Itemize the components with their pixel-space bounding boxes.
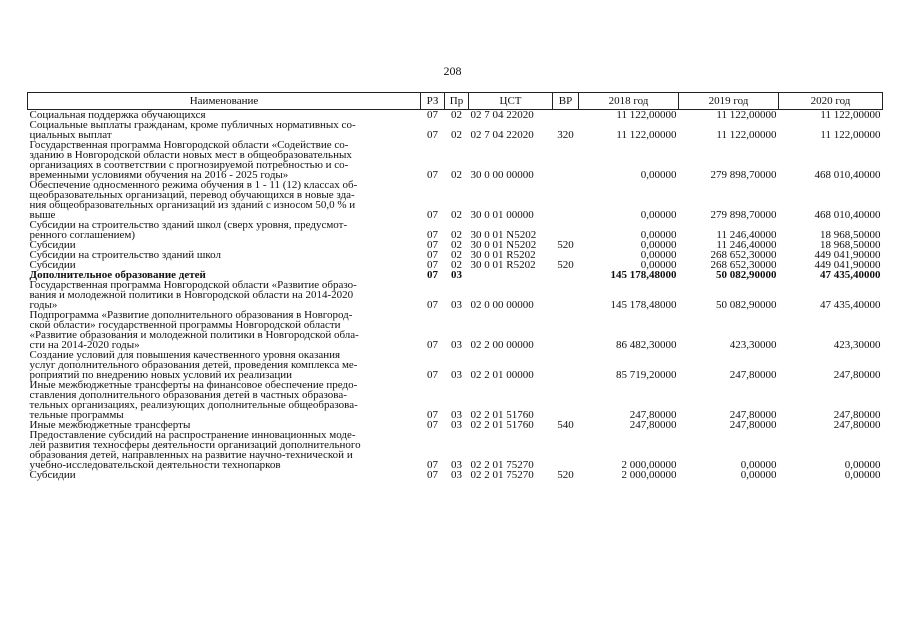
row-name-line: образования детей, направленных на развитие научно-технической и (29, 449, 353, 461)
row-name-line: Предоставление субсидий на распространение инновационных моде- (29, 429, 356, 441)
row-name-line: щеобразовательных организаций, перевод обучающихся в новые зда- (29, 189, 355, 201)
row-value-2020: 423,30000 (833, 339, 881, 351)
row-cst: 30 0 01 N5202 (470, 239, 537, 251)
row-value-2019: 247,80000 (729, 419, 777, 431)
row-rz: 07 (427, 129, 438, 141)
row-cst: 02 2 01 51760 (470, 409, 534, 421)
page-number: 208 (443, 64, 462, 78)
row-vr (553, 380, 579, 420)
row-vr (553, 310, 579, 350)
row-value-2018: 247,80000 (629, 409, 677, 421)
row-name-line: годы» (29, 299, 58, 311)
table-row (28, 280, 883, 310)
row-pr: 02 (451, 229, 462, 241)
row-value-2018: 85 719,20000 (616, 369, 677, 381)
row-pr: 02 (451, 129, 462, 141)
row-rz: 07 (427, 239, 438, 251)
row-name (28, 140, 421, 180)
table-row (28, 120, 883, 140)
row-value-2018: 86 482,30000 (616, 339, 677, 351)
row-name-line: Субсидии на строительство зданий школ (29, 249, 222, 261)
row-cst: 02 2 01 75270 (470, 459, 534, 471)
row-vr (553, 140, 579, 180)
row-cst (469, 270, 553, 280)
table-row (28, 470, 883, 480)
row-name-line: сти на 2014-2020 годы» (29, 339, 140, 351)
row-value-2018: 2 000,00000 (621, 459, 677, 471)
row-value-2019: 0,00000 (740, 459, 777, 471)
row-pr: 03 (451, 409, 462, 421)
row-value-2019: 50 082,90000 (716, 269, 777, 281)
header-pr: Пр (445, 93, 469, 110)
table-row (28, 430, 883, 470)
row-pr: 03 (451, 459, 462, 471)
row-value-2019: 247,80000 (729, 369, 777, 381)
header-2018: 2018 год (579, 93, 679, 110)
row-value-2019: 268 652,30000 (710, 259, 777, 271)
table-row (28, 310, 883, 350)
row-name-line: Субсидии на строительство зданий школ (сверх уровня, предусмот- (29, 219, 348, 231)
row-value-2019: 0,00000 (740, 469, 777, 481)
row-vr: 520 (557, 239, 574, 251)
row-name-line: организациях в соответствии с прогнозируемой потребностью и со- (29, 159, 349, 171)
row-name (28, 310, 421, 350)
row-value-2018: 11 122,00000 (616, 109, 677, 121)
row-value-2020: 11 122,00000 (820, 109, 881, 121)
table-row (28, 180, 883, 220)
row-rz: 07 (427, 249, 438, 261)
header-rz: РЗ (421, 93, 445, 110)
row-pr: 02 (451, 249, 462, 261)
row-value-2019: 11 246,40000 (716, 239, 777, 251)
row-rz: 07 (427, 469, 438, 481)
row-rz: 07 (427, 209, 438, 221)
row-name-line: вания и молодежной политики в Новгородской области на 2014-2020 (29, 289, 354, 301)
row-name-line: ставления дополнительного образования детей в частных образова- (29, 389, 347, 401)
table-row (28, 220, 883, 240)
row-name-line: Субсидии (29, 259, 76, 271)
row-value-2019: 11 122,00000 (716, 129, 777, 141)
row-value-2020: 247,80000 (833, 369, 881, 381)
row-name-line: Иные межбюджетные трансферты на финансовое обеспечение предо- (29, 379, 358, 391)
row-rz: 07 (427, 419, 438, 431)
row-value-2018: 0,00000 (640, 259, 677, 271)
row-cst: 02 7 04 22020 (470, 129, 534, 141)
row-cst: 30 0 01 N5202 (470, 229, 537, 241)
row-vr (553, 350, 579, 380)
row-vr: 520 (557, 259, 574, 271)
row-name (28, 220, 421, 240)
row-name (28, 180, 421, 220)
row-vr: 540 (557, 419, 574, 431)
row-name-line: тельные программы (29, 409, 124, 421)
row-value-2020: 0,00000 (844, 459, 881, 471)
row-value-2019: 279 898,70000 (710, 169, 777, 181)
row-value-2020: 11 122,00000 (820, 129, 881, 141)
row-vr (553, 270, 579, 280)
row-vr (553, 180, 579, 220)
row-pr: 02 (451, 239, 462, 251)
table-body (28, 110, 883, 481)
row-name (28, 380, 421, 420)
row-value-2019: 50 082,90000 (716, 299, 777, 311)
row-name-line: Социальная поддержка обучающихся (29, 109, 206, 121)
row-name-line: услуг дополнительного образования детей, проведения комплекса ме- (29, 359, 358, 371)
row-name-line: роприятий по внедрению новых условий их реализации (29, 369, 293, 381)
row-name-line: Иные межбюджетные трансферты (29, 419, 191, 431)
row-rz: 07 (427, 299, 438, 311)
row-vr (553, 110, 579, 121)
row-name (28, 250, 421, 260)
budget-table (27, 92, 883, 480)
row-value-2019: 423,30000 (729, 339, 777, 351)
row-cst: 02 2 01 75270 (470, 469, 534, 481)
row-value-2018: 145 178,48000 (610, 269, 677, 281)
row-cst: 02 2 01 51760 (470, 419, 534, 431)
header-row (28, 93, 883, 110)
row-name-line: ской области» государственной программы Новгородской области (29, 319, 341, 331)
row-value-2020: 18 968,50000 (820, 239, 881, 251)
row-rz: 07 (427, 459, 438, 471)
row-name-line: Социальные выплаты гражданам, кроме публичных нормативных со- (29, 119, 356, 131)
row-value-2019: 268 652,30000 (710, 249, 777, 261)
row-value-2020: 47 435,40000 (820, 299, 881, 311)
header-2019: 2019 год (679, 93, 779, 110)
row-cst: 30 0 01 R5202 (470, 249, 536, 261)
row-name (28, 350, 421, 380)
row-name-line: Создание условий для повышения качественного уровня оказания (29, 349, 341, 361)
table-row (28, 350, 883, 380)
row-name-line: тельных организациях, реализующих дополнительные общеобразова- (29, 399, 358, 411)
row-value-2018: 0,00000 (640, 229, 677, 241)
row-value-2020: 449 041,90000 (814, 259, 881, 271)
row-value-2018: 0,00000 (640, 209, 677, 221)
row-pr: 03 (451, 419, 462, 431)
row-pr: 03 (451, 339, 462, 351)
row-value-2018: 0,00000 (640, 249, 677, 261)
row-value-2018: 247,80000 (629, 419, 677, 431)
row-value-2018: 2 000,00000 (621, 469, 677, 481)
row-value-2020: 468 010,40000 (814, 169, 881, 181)
row-value-2018: 0,00000 (640, 239, 677, 251)
row-value-2019: 279 898,70000 (710, 209, 777, 221)
row-rz: 07 (427, 269, 438, 281)
row-name-line: Дополнительное образование детей (29, 269, 206, 281)
row-cst: 02 2 01 00000 (470, 369, 534, 381)
row-name-line: выше (29, 209, 56, 221)
row-name (28, 470, 421, 480)
row-name (28, 280, 421, 310)
row-value-2018: 0,00000 (640, 169, 677, 181)
row-name-line: ния общеобразовательных организаций из зданий с износом 50,0 % и (29, 199, 356, 211)
row-name-line: Субсидии (29, 469, 76, 481)
row-vr (553, 220, 579, 240)
row-name-line: «Развитие образования и молодежной политики в Новгородской обла- (29, 329, 359, 341)
row-value-2020: 47 435,40000 (820, 269, 881, 281)
row-name (28, 430, 421, 470)
row-value-2020: 449 041,90000 (814, 249, 881, 261)
row-value-2020: 247,80000 (833, 419, 881, 431)
header-cst: ЦСТ (469, 93, 553, 110)
row-name-line: Подпрограмма «Развитие дополнительного образования в Новгород- (29, 309, 353, 321)
row-rz: 07 (427, 369, 438, 381)
row-value-2020: 0,00000 (844, 469, 881, 481)
row-pr: 02 (451, 169, 462, 181)
table-row (28, 140, 883, 180)
row-value-2019: 247,80000 (729, 409, 777, 421)
row-value-2020: 468 010,40000 (814, 209, 881, 221)
row-rz: 07 (427, 339, 438, 351)
row-cst: 30 0 01 R5202 (470, 259, 536, 271)
row-pr: 02 (451, 109, 462, 121)
row-pr: 03 (451, 299, 462, 311)
row-name-line: лей развития техносферы деятельности организаций дополнительного (29, 439, 361, 451)
table-row (28, 380, 883, 420)
row-vr: 320 (557, 129, 574, 141)
row-name-line: зданию в Новгородской области новых мест в общеобразовательных (29, 149, 352, 161)
row-name-line: Государственная программа Новгородской области «Содействие со- (29, 139, 349, 151)
row-pr: 03 (451, 269, 462, 281)
row-value-2019: 11 246,40000 (716, 229, 777, 241)
header-2020: 2020 год (779, 93, 883, 110)
row-pr: 03 (451, 369, 462, 381)
row-pr: 02 (451, 209, 462, 221)
row-cst: 30 0 00 00000 (470, 169, 534, 181)
row-name-line: Государственная программа Новгородской области «Развитие образо- (29, 279, 357, 291)
row-pr: 02 (451, 259, 462, 271)
row-pr: 03 (451, 469, 462, 481)
row-value-2020: 18 968,50000 (820, 229, 881, 241)
row-name-line: учебно-исследовательской деятельности технопарков (29, 459, 281, 471)
row-value-2018: 145 178,48000 (610, 299, 677, 311)
row-vr (553, 280, 579, 310)
row-cst: 02 2 00 00000 (470, 339, 534, 351)
row-vr: 520 (557, 469, 574, 481)
row-value-2018: 11 122,00000 (616, 129, 677, 141)
row-rz: 07 (427, 229, 438, 241)
row-cst: 30 0 01 00000 (470, 209, 534, 221)
header-vr: ВР (553, 93, 579, 110)
row-name-line: ренного соглашением) (29, 229, 135, 241)
row-name-line: циальных выплат (29, 129, 112, 141)
header-name: Наименование (28, 93, 421, 110)
row-rz: 07 (427, 169, 438, 181)
row-value-2019: 11 122,00000 (716, 109, 777, 121)
row-cst: 02 7 04 22020 (470, 109, 534, 121)
row-cst: 02 0 00 00000 (470, 299, 534, 311)
row-rz: 07 (427, 409, 438, 421)
row-name (28, 120, 421, 140)
row-rz: 07 (427, 259, 438, 271)
row-name-line: Субсидии (29, 239, 76, 251)
row-name-line: Обеспечение односменного режима обучения в 1 - 11 (12) классах об- (29, 179, 358, 191)
row-name-line: временными условиями обучения на 2016 - 2025 годы» (29, 169, 289, 181)
row-value-2020: 247,80000 (833, 409, 881, 421)
row-vr (553, 430, 579, 470)
row-rz: 07 (427, 109, 438, 121)
